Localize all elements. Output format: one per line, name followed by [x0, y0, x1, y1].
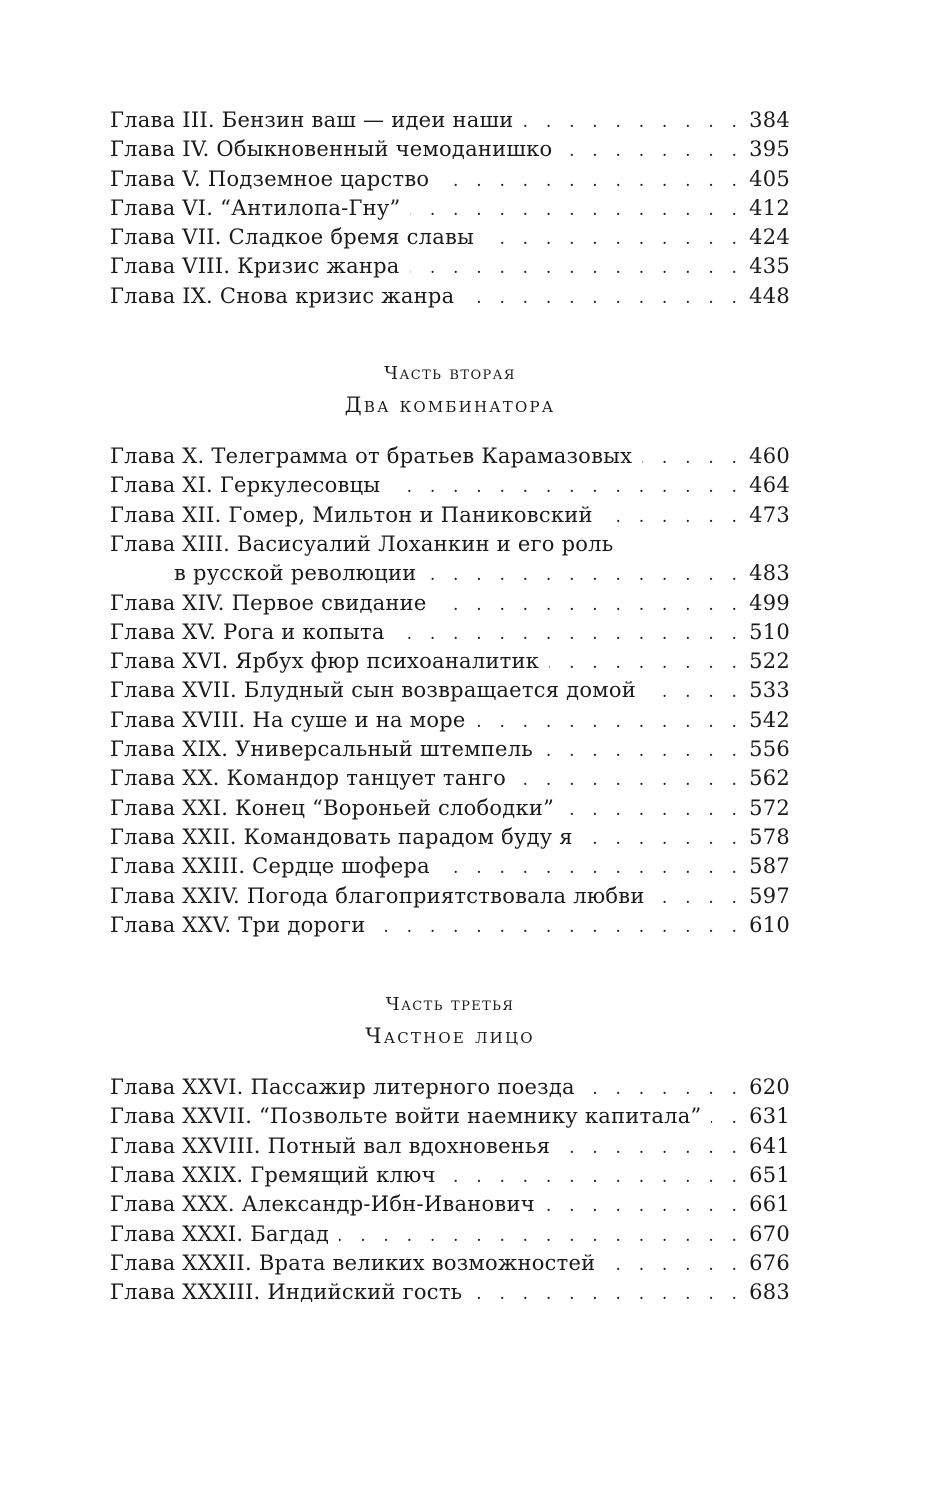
dot-leader	[564, 796, 743, 825]
dot-leader	[476, 708, 744, 737]
dot-leader	[549, 649, 743, 678]
dot-leader	[437, 591, 744, 620]
toc-list-part-two	[110, 442, 790, 940]
toc-entry[interactable]	[110, 135, 790, 164]
toc-entry-page-number: 620	[749, 1075, 790, 1100]
toc-entry[interactable]	[110, 282, 790, 311]
toc-entry-page-number: 631	[749, 1104, 790, 1129]
toc-entry-title: Глава XXX. Александр-Ибн-Иванович	[110, 1192, 535, 1217]
dot-leader	[472, 1280, 743, 1309]
toc-entry-page-number: 587	[749, 854, 790, 879]
toc-entry-title: Глава XVIII. На суше и на море	[110, 707, 466, 732]
toc-entry-page-number: 522	[749, 649, 790, 674]
toc-entry-page-number: 562	[749, 766, 790, 791]
part-two-header	[110, 361, 790, 420]
toc-entry[interactable]	[110, 618, 790, 647]
dot-leader	[583, 825, 743, 854]
dot-leader	[524, 108, 744, 137]
toc-entry-title: Глава IX. Снова кризис жанра	[110, 283, 455, 308]
toc-entry-title: Глава XXIX. Гремящий ключ	[110, 1163, 436, 1188]
toc-entry-page-number: 384	[749, 108, 790, 132]
toc-entry-title: Глава XXVIII. Потный вал вдохновенья	[110, 1133, 551, 1158]
toc-entry[interactable]	[110, 823, 790, 852]
dot-leader	[603, 503, 743, 532]
dot-leader	[440, 854, 743, 883]
toc-entry-title: Глава X. Телеграмма от братьев Карамазовых	[110, 444, 633, 469]
toc-entry-title: Глава XXI. Конец “Вороньей слободки”	[110, 795, 555, 820]
toc-entry-title: Глава XXII. Командовать парадом буду я	[110, 824, 573, 849]
toc-entry-page-number: 610	[749, 912, 790, 937]
toc-entry[interactable]	[110, 165, 790, 194]
toc-entry-page-number: 683	[749, 1280, 790, 1305]
part-two-label: Часть вторая	[384, 363, 516, 385]
toc-entry[interactable]	[110, 676, 790, 705]
toc-entry[interactable]	[110, 911, 790, 940]
toc-entry-page-number: 542	[749, 707, 790, 732]
dot-leader	[390, 473, 743, 502]
part-three-title: Частное лицо	[365, 1024, 535, 1049]
toc-entry-page-number: 651	[749, 1163, 790, 1188]
part-three-header	[110, 992, 790, 1051]
toc-entry-page-number: 395	[749, 137, 790, 162]
toc-entry-title: Глава VI. “Антилопа-Гну”	[110, 195, 401, 220]
toc-entry-page-number: 670	[749, 1221, 790, 1246]
toc-entry-page-number: 510	[749, 619, 790, 644]
toc-entry[interactable]	[110, 501, 790, 530]
dot-leader	[545, 1192, 743, 1221]
toc-entry-title: Глава IV. Обыкновенный чемоданишко	[110, 137, 553, 162]
toc-entry[interactable]	[110, 223, 790, 252]
toc-entry-page-number: 448	[749, 283, 790, 308]
toc-entry-title: Глава XIV. Первое свидание	[110, 590, 427, 615]
part-three-label: Часть третья	[385, 994, 515, 1016]
toc-entry-title: Глава XVII. Блудный сын возвращается домой	[110, 678, 636, 703]
toc-entry-page-number: 533	[749, 678, 790, 703]
toc-entry[interactable]	[110, 252, 790, 281]
dot-leader	[395, 620, 744, 649]
part-two-title: Два комбинатора	[344, 393, 556, 418]
toc-entry[interactable]	[110, 1073, 790, 1102]
dot-leader	[516, 766, 743, 795]
toc-entry-continuation[interactable]	[110, 559, 790, 588]
toc-entry[interactable]	[110, 1220, 790, 1249]
toc-entry-title: Глава XIX. Универсальный штемпель	[110, 737, 533, 762]
toc-entry-page-number: 473	[749, 502, 790, 527]
dot-leader	[655, 884, 744, 913]
toc-entry[interactable]	[110, 647, 790, 676]
toc-list-part-one-continued	[110, 106, 790, 311]
toc-entry-page-number: 499	[749, 590, 790, 615]
toc-entry-page-number: 460	[749, 444, 790, 469]
toc-entry[interactable]	[110, 882, 790, 911]
toc-entry[interactable]	[110, 706, 790, 735]
toc-entry-page-number: 483	[749, 561, 790, 586]
toc-entry[interactable]	[110, 106, 790, 135]
toc-list-part-three	[110, 1073, 790, 1307]
dot-leader	[562, 137, 743, 166]
toc-entry-title: Глава XXVII. “Позвольте войти наемнику капитала”	[110, 1104, 702, 1129]
dot-leader	[646, 678, 743, 707]
toc-entry-page-number: 464	[749, 473, 790, 498]
toc-entry-title: Глава XXVI. Пассажир литерного поезда	[110, 1075, 575, 1100]
dot-leader	[376, 913, 744, 942]
toc-entry-title: Глава VIII. Кризис жанра	[110, 254, 400, 279]
dot-leader	[410, 196, 743, 225]
toc-entry-title: Глава XXIII. Сердце шофера	[110, 854, 430, 879]
dot-leader	[711, 1104, 743, 1133]
dot-leader	[585, 1075, 743, 1104]
toc-entry-page-number: 556	[749, 737, 790, 762]
toc-entry[interactable]	[110, 1278, 790, 1307]
toc-entry[interactable]	[110, 764, 790, 793]
toc-entry-title: Глава XXV. Три дороги	[110, 912, 366, 937]
toc-entry[interactable]	[110, 589, 790, 618]
dot-leader	[446, 1163, 743, 1192]
dot-leader	[642, 444, 743, 473]
toc-entry-page-number: 412	[749, 195, 790, 220]
toc-entry-title: Глава III. Бензин ваш — идеи наши	[110, 108, 514, 132]
toc-entry-title: Глава XXXIII. Индийский гость	[110, 1280, 463, 1305]
toc-entry-title: Глава XI. Геркулесовцы	[110, 473, 381, 498]
toc-entry[interactable]	[110, 530, 790, 559]
toc-entry[interactable]	[110, 1190, 790, 1219]
dot-leader	[439, 167, 743, 196]
toc-entry-title: Глава XVI. Ярбух фюр психоаналитик	[110, 649, 540, 674]
toc-entry[interactable]	[110, 194, 790, 223]
toc-entry-title: Глава V. Подземное царство	[110, 166, 430, 191]
toc-entry-title: Глава XII. Гомер, Мильтон и Паниковский	[110, 502, 593, 527]
toc-entry-page-number: 578	[749, 824, 790, 849]
dot-leader	[410, 254, 744, 283]
toc-entry-title: Глава XXXI. Багдад	[110, 1221, 330, 1246]
toc-entry-title: Глава XXXII. Врата великих возможностей	[110, 1250, 596, 1275]
toc-entry[interactable]	[110, 471, 790, 500]
toc-entry-page-number: 572	[749, 795, 790, 820]
toc-entry[interactable]	[110, 735, 790, 764]
dot-leader	[484, 225, 743, 254]
dot-leader	[543, 737, 743, 766]
dot-leader	[560, 1134, 743, 1163]
toc-entry-title: Глава XXIV. Погода благоприятствовала любви	[110, 883, 645, 908]
toc-entry-page-number: 676	[749, 1250, 790, 1275]
toc-entry[interactable]	[110, 1102, 790, 1131]
toc-entry[interactable]	[110, 1161, 790, 1190]
dot-leader	[605, 1251, 743, 1280]
toc-entry-title: Глава XX. Командор танцует танго	[110, 766, 506, 791]
toc-entry-title: Глава XIII. Васисуалий Лоханкин и его роль	[110, 531, 614, 556]
table-of-contents-page	[110, 106, 790, 1308]
toc-entry-page-number: 641	[749, 1133, 790, 1158]
toc-entry-page-number: 661	[749, 1192, 790, 1217]
toc-entry[interactable]	[110, 852, 790, 881]
dot-leader	[339, 1222, 743, 1251]
toc-entry-page-number: 405	[749, 166, 790, 191]
toc-entry-title: Глава VII. Сладкое бремя славы	[110, 225, 475, 250]
dot-leader	[464, 284, 743, 313]
toc-entry-page-number: 597	[749, 883, 790, 908]
toc-entry-title: Глава XV. Рога и копыта	[110, 619, 385, 644]
toc-entry[interactable]	[110, 794, 790, 823]
toc-entry[interactable]	[110, 442, 790, 471]
toc-entry-title-continuation: в русской революции	[174, 561, 417, 586]
dot-leader	[426, 561, 743, 590]
toc-entry[interactable]	[110, 1249, 790, 1278]
toc-entry[interactable]	[110, 1132, 790, 1161]
toc-entry-page-number: 424	[749, 225, 790, 250]
toc-entry-page-number: 435	[749, 254, 790, 279]
